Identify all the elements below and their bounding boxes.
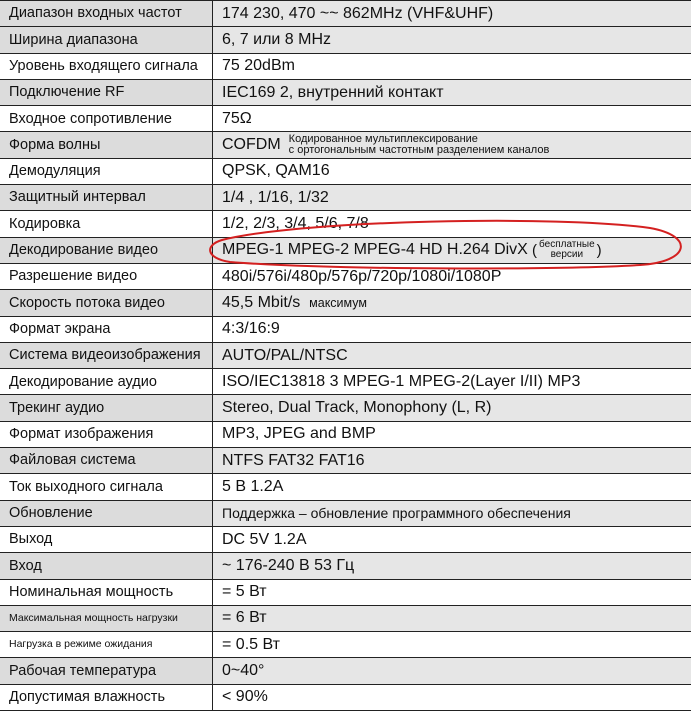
table-row [0,369,691,395]
spec-value [213,238,691,263]
spec-label: Трекинг аудио [0,395,213,420]
table-row [0,185,691,211]
spec-label: Максимальная мощность нагрузки [0,606,213,631]
spec-label: Допустимая влажность [0,685,213,710]
table-row [0,448,691,474]
spec-label: Формат экрана [0,317,213,342]
spec-label: Кодировка [0,211,213,236]
table-row [0,27,691,53]
spec-value: 0~40° [213,658,691,683]
spec-label: Декодирование видео [0,238,213,263]
bitrate-suffix: максимум [309,295,367,310]
spec-value: = 6 Вт [213,606,691,631]
table-row [0,159,691,185]
spec-value: 1/2, 2/3, 3/4, 5/6, 7/8 [222,215,369,233]
table-row [0,395,691,421]
spec-value: ISO/IEC13818 3 MPEG-1 MPEG-2(Layer I/II) MP3 [222,372,581,390]
spec-value: 480i/576i/480p/576p/720p/1080i/1080P [222,267,502,285]
spec-label: Система видеоизображения [0,343,213,368]
spec-value: ~ 176-240 В 53 Гц [213,553,691,578]
spec-value: 174 230, 470 ~~ 862MHz (VHF&UHF) [213,1,691,26]
spec-value: DC 5V 1.2A [222,530,307,548]
spec-label: Диапазон входных частот [0,1,213,26]
spec-value: 4:3/16:9 [222,320,280,338]
spec-label: Ширина диапазона [0,27,213,52]
table-row [0,211,691,237]
divx-note-line2: версии [550,249,584,261]
bitrate-value: 45,5 Mbit/s [222,293,301,311]
spec-value: < 90% [222,688,268,706]
spec-value: Поддержка – обновление программного обеспечения [213,501,691,526]
spec-label: Уровень входящего сигнала [0,54,213,79]
spec-value: 75Ω [222,109,252,127]
table-row [0,238,691,264]
table-row [0,580,691,606]
spec-value: AUTO/PAL/NTSC [213,343,691,368]
waveform-value: COFDM [222,136,281,154]
spec-label: Подключение RF [0,80,213,105]
spec-value: 6, 7 или 8 MHz [213,27,691,52]
spec-label: Файловая система [0,448,213,473]
spec-label: Входное сопротивление [0,106,213,131]
spec-value: MP3, JPEG and BMP [222,425,376,443]
divx-note [539,240,595,260]
table-row [0,501,691,527]
table-row [0,290,691,316]
spec-label: Демодуляция [0,159,213,184]
spec-label: Рабочая температура [0,658,213,683]
table-row [0,54,691,80]
spec-value: 1/4 , 1/16, 1/32 [213,185,691,210]
spec-value [213,290,691,315]
spec-value: 75 20dBm [222,57,295,75]
table-row [0,264,691,290]
paren-close: ) [596,241,602,259]
table-row [0,80,691,106]
table-row [0,527,691,553]
spec-value: QPSK, QAM16 [222,162,330,180]
spec-label: Защитный интервал [0,185,213,210]
table-row [0,474,691,500]
spec-value: 5 В 1.2А [222,477,284,495]
spec-value: IEC169 2, внутренний контакт [213,80,691,105]
table-row [0,343,691,369]
table-row [0,1,691,27]
table-row [0,132,691,158]
spec-label: Формат изображения [0,422,213,447]
spec-label: Нагрузка в режиме ожидания [0,632,213,657]
table-row [0,658,691,684]
table-row [0,317,691,343]
table-row [0,553,691,579]
spec-label: Ток выходного сигнала [0,474,213,499]
spec-value [213,132,691,157]
table-row [0,685,691,711]
spec-label: Декодирование аудио [0,369,213,394]
spec-label: Разрешение видео [0,264,213,289]
spec-label: Форма волны [0,132,213,157]
spec-label: Выход [0,527,213,552]
waveform-note-line1: Кодированное мультиплексирование [288,132,478,145]
waveform-note-line2: с ортогональным частотным разделением каналов [288,144,550,157]
table-row [0,106,691,132]
table-row [0,606,691,632]
divx-note-line1: бесплатные [539,239,595,251]
spec-label: Номинальная мощность [0,580,213,605]
spec-value: NTFS FAT32 FAT16 [213,448,691,473]
video-codecs: MPEG-1 MPEG-2 MPEG-4 HD H.264 DivX [222,241,528,259]
spec-label: Вход [0,553,213,578]
spec-value: = 0.5 Вт [222,635,280,653]
table-row [0,632,691,658]
spec-label: Обновление [0,501,213,526]
spec-label: Скорость потока видео [0,290,213,315]
table-row [0,422,691,448]
paren-open: ( [527,241,538,259]
spec-value: = 5 Вт [222,583,267,601]
waveform-note [289,134,550,157]
spec-value: Stereo, Dual Track, Monophony (L, R) [213,395,691,420]
